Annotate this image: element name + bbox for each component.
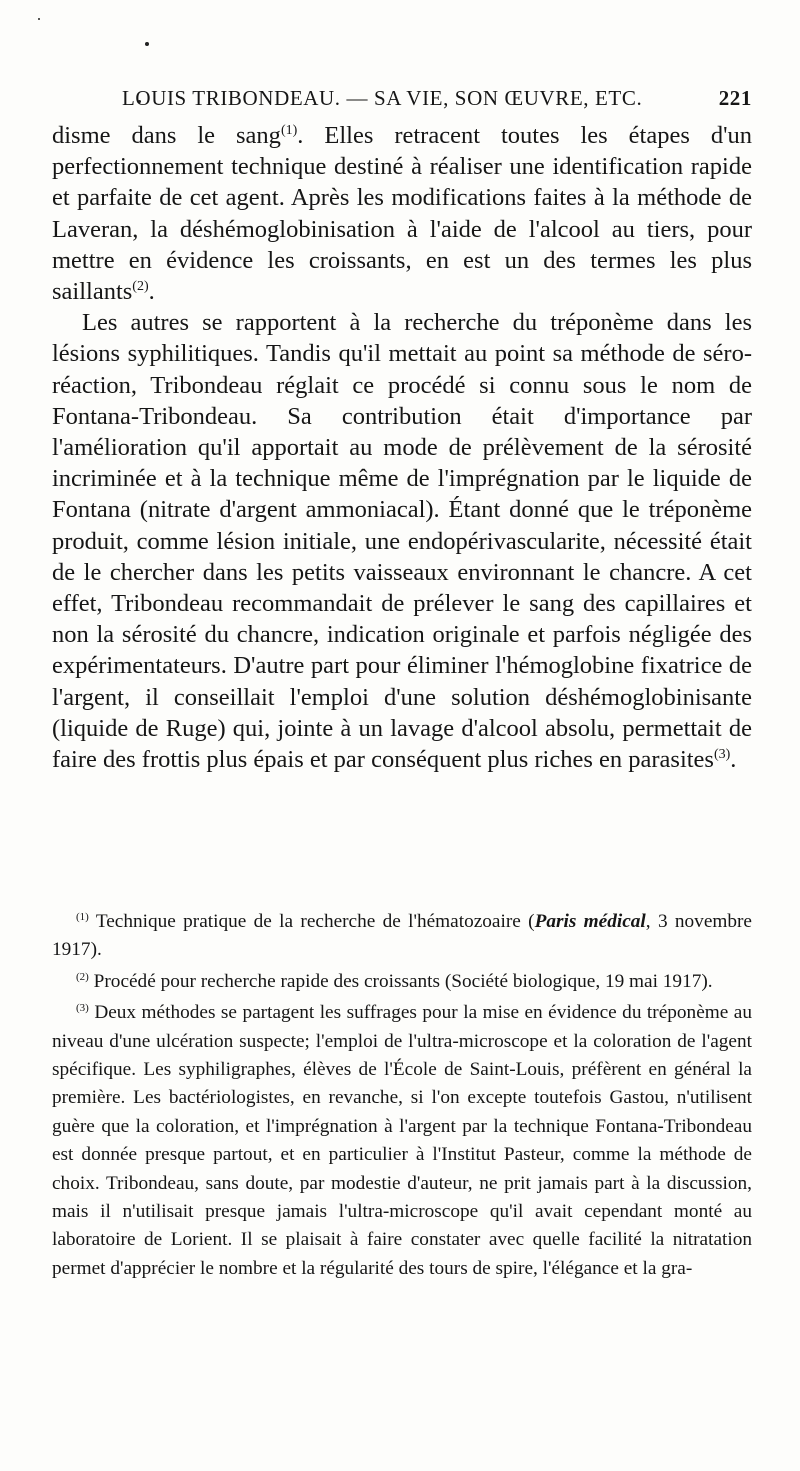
journal-title: Paris médical (534, 911, 646, 932)
footnote-marker: (3) (76, 1002, 89, 1015)
footnote: $^{(2)}$ Procédé pour recherche rapide des croissants (Société biologique, 19 mai 1917). (76, 970, 713, 992)
running-header (122, 82, 752, 114)
main-text (52, 120, 752, 775)
footnote: $^{(1)}$ Technique pratique de la recherche de l'hématozoaire (Paris médical, 3 novembre 1917). (52, 911, 752, 961)
footnote-marker: (2) (76, 970, 89, 983)
footnote: $^{(3)}$ Deux méthodes se partagent les suffrages pour la mise en évidence du tréponème au niveau d'une ulcération suspecte; l'emploi de l'ultra-microscope et la coloration de l'agent spécifique. Les syphiligraphes, élèves de l'École de Saint-Louis, préfèrent en général la première. Les bactériologistes, en revanche, si l'on excepte toutefois Gastou, n'utilisent guère que la coloration, et l'imprégnation à l'argent par la technique Fontana-Tribondeau est donnée presque partout, et en particulier à l'Institut Pasteur, comme la méthode de choix. Tribondeau, sans doute, par modestie d'auteur, ne prit jamais part à la discussion, mais il n'utilisait presque jamais l'ultra-microscope qu'il avait cependant monté au laboratoire de Lorient. Il se plaisait à faire constater avec quelle facilité la nitratation permet d'apprécier le nombre et la régularité des tours de spire, l'élégance et la gra- (52, 1002, 752, 1279)
paragraph: disme dans le sang$^{(1)}$. Elles retracent toutes les étapes d'un perfectionnement technique destiné à réaliser une identification rapide et parfaite de cet agent. Après les modifications faites à la méthode de Laveran, la déshémoglobinisation à l'aide de l'alcool au tiers, pour mettre en évidence les croissants, en est un des termes les plus saillants$^{(2)}$. (52, 122, 752, 306)
footnote-marker: (1) (76, 911, 89, 923)
footnotes (52, 908, 752, 1286)
page-number: 221 (718, 86, 752, 110)
footnote-ref[interactable]: (1) (280, 123, 298, 138)
print-speck (145, 42, 149, 46)
footnote-ref[interactable]: (3) (713, 747, 731, 763)
running-title: LOUIS TRIBONDEAU. — SA VIE, SON ŒUVRE, ETC. (122, 86, 643, 110)
paragraph: Les autres se rapportent à la recherche du tréponème dans les lésions syphilitiques. Tandis qu'il mettait au point sa méthode de séro-réaction, Tribondeau réglait ce procédé si connu sous le nom de Fontana-Tribondeau. Sa contribution était d'importance par l'amélioration qu'il apportait au mode de prélèvement de la sérosité incriminée et à la technique même de l'imprégnation par le liquide de Fontana (nitrate d'argent ammoniacal). Étant donné que le tréponème produit, comme lésion initiale, une endopérivascularite, nécessité était de le chercher dans les petits vaisseaux environnant le chancre. A cet effet, Tribondeau recommandait de prélever le sang des capillaires et non la sérosité du chancre, indication originale et parfois négligée des expérimentateurs. D'autre part pour éliminer l'hémoglobine fixatrice de l'argent, il conseillait l'emploi d'une solution déshémoglobinisante (liquide de Ruge) qui, jointe à un lavage d'alcool absolu, permettait de faire des frottis plus épais et par conséquent plus riches en parasites$^{(3)}$. (52, 309, 752, 774)
footnote-ref[interactable]: (2) (132, 279, 149, 295)
print-speck (38, 18, 40, 20)
